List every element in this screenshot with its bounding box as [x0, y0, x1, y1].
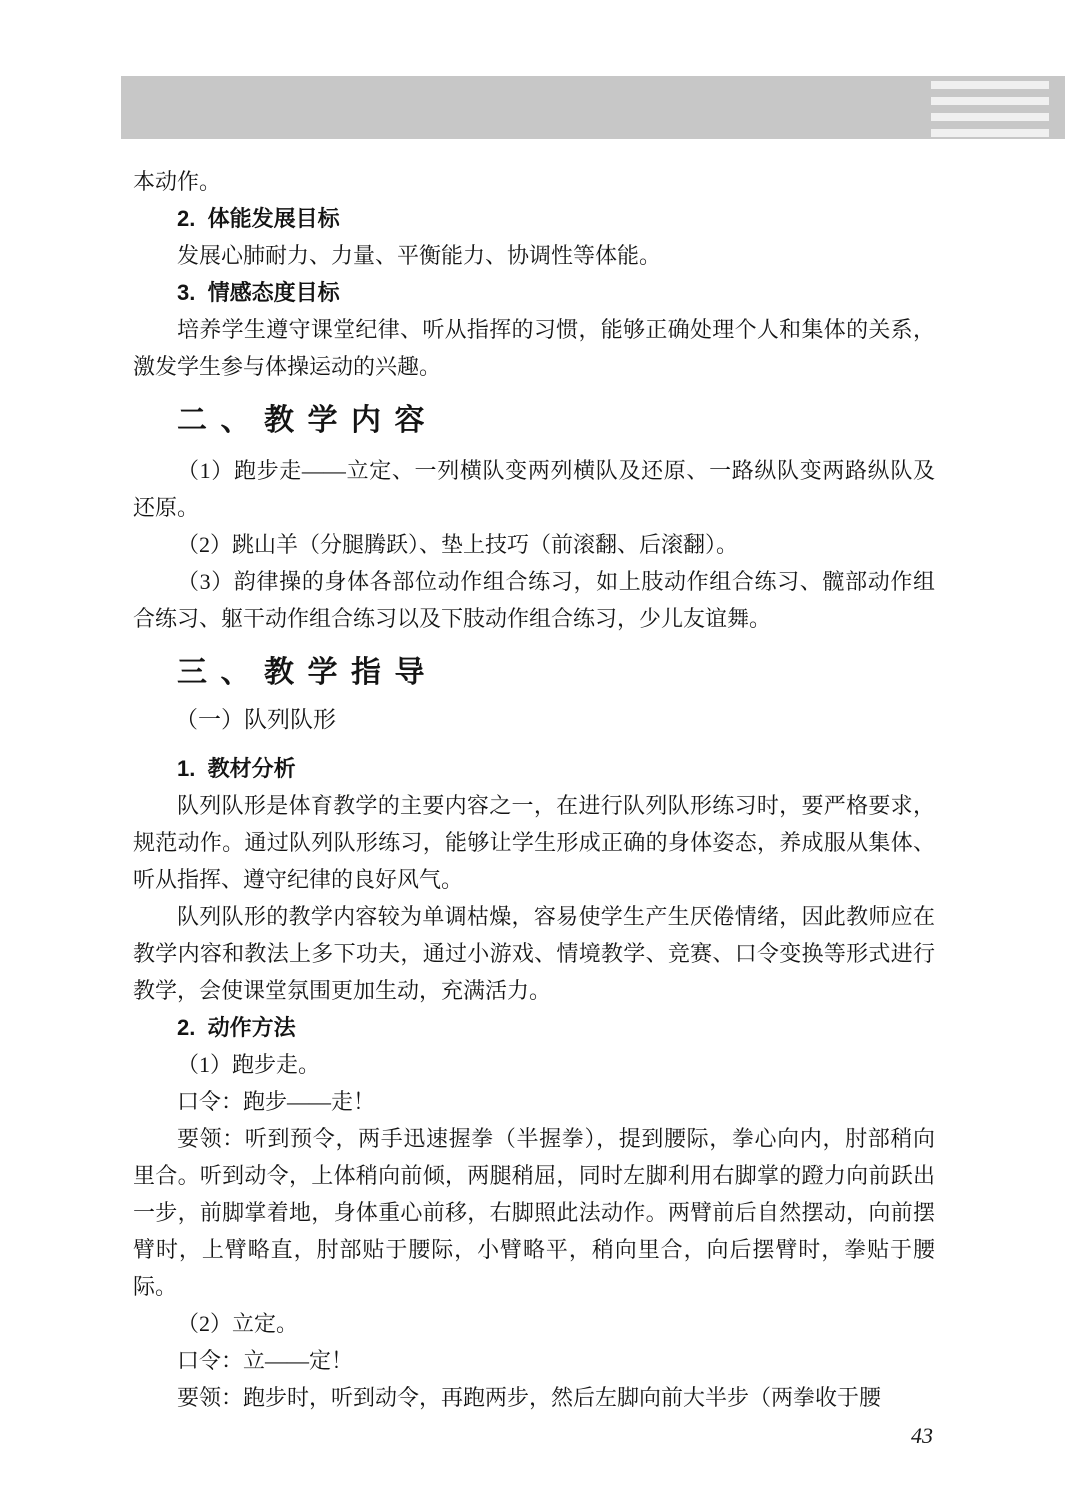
bold-subheading: 2. 动作方法	[177, 1015, 296, 1040]
content	[133, 163, 935, 1416]
paragraph: 队列队形是体育教学的主要内容之一，在进行队列队形练习时，要严格要求，规范动作。通过队列队形练习，能够让学生形成正确的身体姿态，养成服从集体、听从指挥、遵守纪律的良好风气。	[133, 793, 935, 892]
paragraph-continuation: 本动作。	[133, 169, 222, 194]
paragraph: （1）跑步走——立定、一列横队变两列横队及还原、一路纵队变两路纵队及还原。	[133, 458, 935, 520]
paragraph: 培养学生遵守课堂纪律、听从指挥的习惯，能够正确处理个人和集体的关系，激发学生参与体操运动的兴趣。	[133, 317, 935, 379]
band-stripe	[931, 97, 1049, 105]
bold-subheading: 3. 情感态度目标	[177, 280, 340, 305]
paragraph: 队列队形的教学内容较为单调枯燥，容易使学生产生厌倦情绪，因此教师应在教学内容和教法上多下功夫，通过小游戏、情境教学、竞赛、口令变换等形式进行教学，会使课堂氛围更加生动，充满活力。	[133, 904, 935, 1003]
bold-subheading: 2. 体能发展目标	[177, 206, 340, 231]
band-stripe	[931, 113, 1049, 121]
bold-subheading: 1. 教材分析	[177, 756, 296, 781]
paragraph: （2）立定。	[177, 1311, 299, 1336]
chapter-heading: 二、教学内容	[177, 404, 438, 437]
paragraph: 要领：听到预令，两手迅速握拳（半握拳），提到腰际，拳心向内，肘部稍向里合。听到动令，上体稍向前倾，两腿稍屈，同时左脚利用右脚掌的蹬力向前跃出一步，前脚掌着地，身体重心前移，右脚照此法动作。两臂前后自然摆动，向前摆臂时，上臂略直，肘部贴于腰际，小臂略平，稍向里合，向后摆臂时，拳贴于腰际。	[133, 1126, 935, 1299]
paragraph: （3）韵律操的身体各部位动作组合练习，如上肢动作组合练习、髋部动作组合练习、躯干动作组合练习以及下肢动作组合练习，少儿友谊舞。	[133, 569, 935, 631]
section-heading: （一）队列队形	[175, 707, 336, 732]
header-band	[121, 76, 1065, 139]
header-band-stripes	[931, 81, 1049, 145]
paragraph: （2）跳山羊（分腿腾跃）、垫上技巧（前滚翻、后滚翻）。	[177, 532, 739, 557]
paragraph: 口令：跑步——走！	[177, 1089, 376, 1114]
paragraph: 口令：立——定！	[177, 1348, 354, 1373]
page-number: 43	[911, 1423, 933, 1448]
paragraph: 要领：跑步时，听到动令，再跑两步，然后左脚向前大半步（两拳收于腰	[177, 1385, 882, 1410]
chapter-heading: 三、教学指导	[177, 656, 438, 689]
band-stripe	[931, 129, 1049, 137]
paragraph: 发展心肺耐力、力量、平衡能力、协调性等体能。	[177, 243, 662, 268]
paragraph: （1）跑步走。	[177, 1052, 321, 1077]
band-stripe	[931, 81, 1049, 89]
